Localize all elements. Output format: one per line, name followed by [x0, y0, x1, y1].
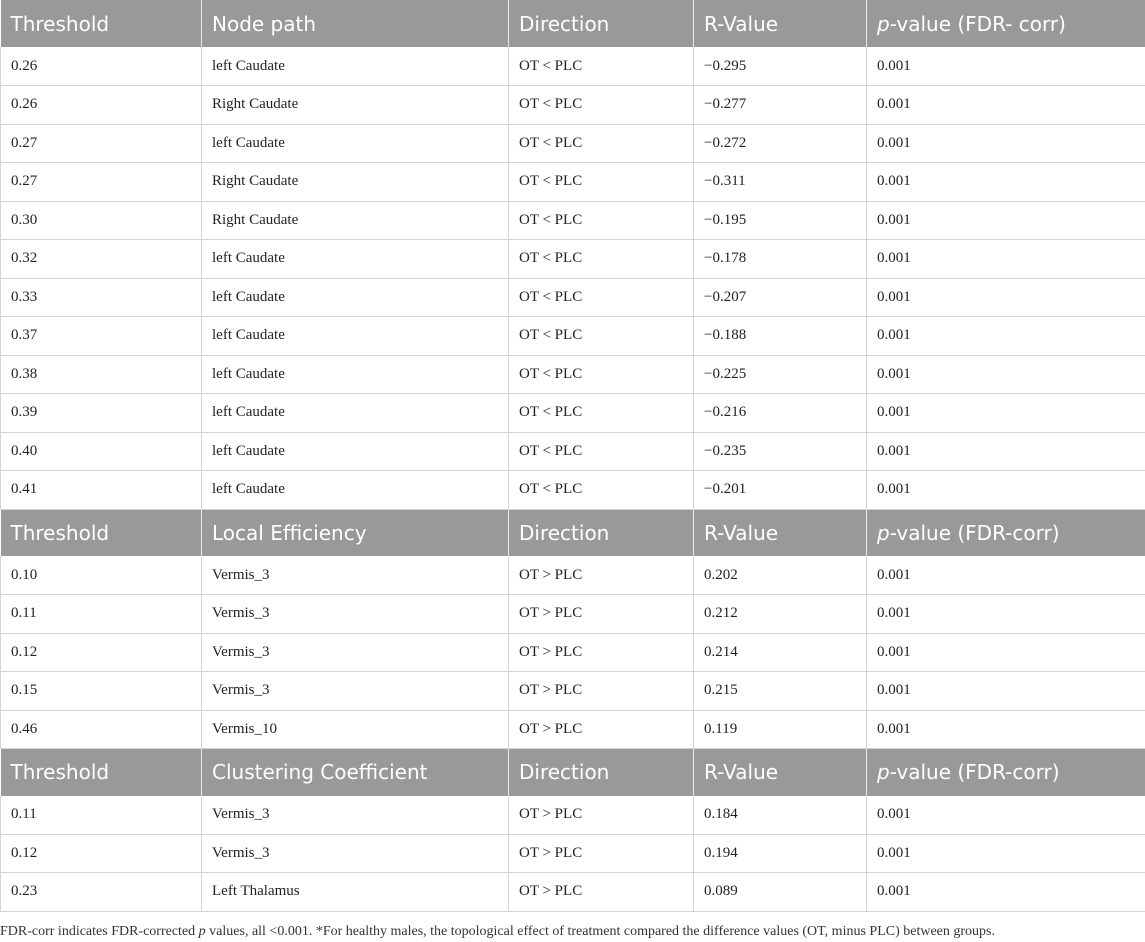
table-row [1, 47, 1145, 86]
header-r-value: R-Value [694, 0, 867, 47]
cell-metric: left Caudate [202, 317, 509, 356]
header-metric: Clustering Coefficient [202, 749, 509, 796]
cell-direction: OT < PLC [509, 432, 694, 471]
cell-p-value: 0.001 [867, 595, 1145, 634]
cell-r-value: −0.295 [694, 47, 867, 86]
cell-p-value: 0.001 [867, 432, 1145, 471]
cell-threshold: 0.12 [1, 834, 202, 873]
cell-threshold: 0.27 [1, 124, 202, 163]
cell-direction: OT < PLC [509, 124, 694, 163]
table-row [1, 556, 1145, 595]
cell-metric: Vermis_10 [202, 710, 509, 749]
header-p-label: -value (FDR-corr) [889, 520, 1060, 545]
cell-p-value: 0.001 [867, 163, 1145, 202]
cell-threshold: 0.40 [1, 432, 202, 471]
cell-p-value: 0.001 [867, 471, 1145, 510]
cell-metric: left Caudate [202, 432, 509, 471]
cell-r-value: −0.225 [694, 355, 867, 394]
cell-p-value: 0.001 [867, 355, 1145, 394]
table-row [1, 355, 1145, 394]
cell-metric: Vermis_3 [202, 633, 509, 672]
cell-p-value: 0.001 [867, 201, 1145, 240]
table-row [1, 432, 1145, 471]
cell-p-value: 0.001 [867, 834, 1145, 873]
cell-direction: OT > PLC [509, 633, 694, 672]
cell-p-value: 0.001 [867, 317, 1145, 356]
cell-threshold: 0.46 [1, 710, 202, 749]
cell-threshold: 0.10 [1, 556, 202, 595]
table-row [1, 595, 1145, 634]
section-header-row [1, 749, 1145, 796]
table-row [1, 834, 1145, 873]
cell-r-value: −0.272 [694, 124, 867, 163]
cell-threshold: 0.38 [1, 355, 202, 394]
table-row [1, 796, 1145, 835]
cell-r-value: 0.202 [694, 556, 867, 595]
cell-threshold: 0.26 [1, 86, 202, 125]
cell-r-value: 0.119 [694, 710, 867, 749]
cell-r-value: −0.235 [694, 432, 867, 471]
cell-metric: left Caudate [202, 278, 509, 317]
cell-p-value: 0.001 [867, 394, 1145, 433]
cell-p-value: 0.001 [867, 124, 1145, 163]
cell-metric: Vermis_3 [202, 595, 509, 634]
table-row [1, 163, 1145, 202]
cell-direction: OT < PLC [509, 86, 694, 125]
section-header-row [1, 509, 1145, 556]
table-row [1, 201, 1145, 240]
cell-metric: Right Caudate [202, 163, 509, 202]
cell-metric: Vermis_3 [202, 834, 509, 873]
header-p-symbol: p [877, 11, 890, 36]
header-p-label: -value (FDR-corr) [889, 760, 1060, 785]
header-direction: Direction [509, 749, 694, 796]
header-threshold: Threshold [1, 509, 202, 556]
cell-direction: OT < PLC [509, 163, 694, 202]
header-p-value [867, 0, 1145, 47]
cell-p-value: 0.001 [867, 278, 1145, 317]
cell-p-value: 0.001 [867, 47, 1145, 86]
table-row [1, 710, 1145, 749]
cell-r-value: −0.216 [694, 394, 867, 433]
cell-direction: OT < PLC [509, 240, 694, 279]
cell-p-value: 0.001 [867, 240, 1145, 279]
section-header-row [1, 0, 1145, 47]
header-p-value [867, 509, 1145, 556]
cell-direction: OT > PLC [509, 556, 694, 595]
table-footnote [0, 924, 1145, 940]
cell-metric: left Caudate [202, 471, 509, 510]
table-row [1, 873, 1145, 912]
cell-metric: left Caudate [202, 394, 509, 433]
cell-direction: OT < PLC [509, 278, 694, 317]
header-threshold: Threshold [1, 0, 202, 47]
table-row [1, 394, 1145, 433]
cell-metric: Vermis_3 [202, 796, 509, 835]
table-row [1, 672, 1145, 711]
cell-r-value: 0.214 [694, 633, 867, 672]
header-metric: Local Efficiency [202, 509, 509, 556]
cell-metric: Left Thalamus [202, 873, 509, 912]
cell-direction: OT < PLC [509, 394, 694, 433]
cell-threshold: 0.23 [1, 873, 202, 912]
footnote-text-2: values, all <0.001. *For healthy males, the topological effect of treatment compared the difference values (OT, minus PLC) between groups. [205, 924, 995, 939]
header-direction: Direction [509, 509, 694, 556]
cell-threshold: 0.26 [1, 47, 202, 86]
table-row [1, 278, 1145, 317]
cell-metric: left Caudate [202, 240, 509, 279]
header-r-value: R-Value [694, 749, 867, 796]
cell-r-value: −0.207 [694, 278, 867, 317]
cell-direction: OT > PLC [509, 796, 694, 835]
cell-threshold: 0.15 [1, 672, 202, 711]
cell-metric: Vermis_3 [202, 672, 509, 711]
cell-p-value: 0.001 [867, 873, 1145, 912]
cell-r-value: 0.194 [694, 834, 867, 873]
table-row [1, 471, 1145, 510]
cell-threshold: 0.33 [1, 278, 202, 317]
cell-direction: OT > PLC [509, 672, 694, 711]
cell-metric: Right Caudate [202, 86, 509, 125]
header-p-symbol: p [877, 520, 890, 545]
table-row [1, 86, 1145, 125]
table-row [1, 317, 1145, 356]
cell-r-value: −0.188 [694, 317, 867, 356]
table-row [1, 633, 1145, 672]
cell-r-value: −0.178 [694, 240, 867, 279]
table-row [1, 124, 1145, 163]
cell-r-value: −0.311 [694, 163, 867, 202]
cell-threshold: 0.27 [1, 163, 202, 202]
cell-direction: OT < PLC [509, 47, 694, 86]
cell-r-value: 0.215 [694, 672, 867, 711]
cell-r-value: 0.184 [694, 796, 867, 835]
header-p-value [867, 749, 1145, 796]
cell-threshold: 0.12 [1, 633, 202, 672]
cell-p-value: 0.001 [867, 86, 1145, 125]
cell-direction: OT > PLC [509, 710, 694, 749]
header-direction: Direction [509, 0, 694, 47]
cell-metric: left Caudate [202, 124, 509, 163]
cell-p-value: 0.001 [867, 556, 1145, 595]
cell-threshold: 0.11 [1, 796, 202, 835]
cell-metric: Vermis_3 [202, 556, 509, 595]
cell-p-value: 0.001 [867, 710, 1145, 749]
cell-metric: Right Caudate [202, 201, 509, 240]
cell-r-value: −0.195 [694, 201, 867, 240]
cell-direction: OT < PLC [509, 201, 694, 240]
header-metric: Node path [202, 0, 509, 47]
header-threshold: Threshold [1, 749, 202, 796]
cell-r-value: −0.201 [694, 471, 867, 510]
cell-p-value: 0.001 [867, 633, 1145, 672]
cell-r-value: 0.089 [694, 873, 867, 912]
cell-direction: OT < PLC [509, 317, 694, 356]
table-row [1, 240, 1145, 279]
cell-p-value: 0.001 [867, 796, 1145, 835]
cell-threshold: 0.11 [1, 595, 202, 634]
header-r-value: R-Value [694, 509, 867, 556]
cell-threshold: 0.39 [1, 394, 202, 433]
cell-direction: OT > PLC [509, 595, 694, 634]
footnote-text-1: FDR-corr indicates FDR-corrected [0, 924, 199, 939]
cell-threshold: 0.30 [1, 201, 202, 240]
cell-threshold: 0.32 [1, 240, 202, 279]
cell-metric: left Caudate [202, 355, 509, 394]
cell-threshold: 0.37 [1, 317, 202, 356]
cell-direction: OT > PLC [509, 873, 694, 912]
cell-r-value: 0.212 [694, 595, 867, 634]
cell-metric: left Caudate [202, 47, 509, 86]
cell-p-value: 0.001 [867, 672, 1145, 711]
cell-direction: OT < PLC [509, 471, 694, 510]
header-p-label: -value (FDR- corr) [889, 11, 1066, 36]
footnote-p-symbol: p [198, 924, 206, 939]
cell-direction: OT < PLC [509, 355, 694, 394]
cell-r-value: −0.277 [694, 86, 867, 125]
cell-threshold: 0.41 [1, 471, 202, 510]
header-p-symbol: p [877, 760, 890, 785]
cell-direction: OT > PLC [509, 834, 694, 873]
